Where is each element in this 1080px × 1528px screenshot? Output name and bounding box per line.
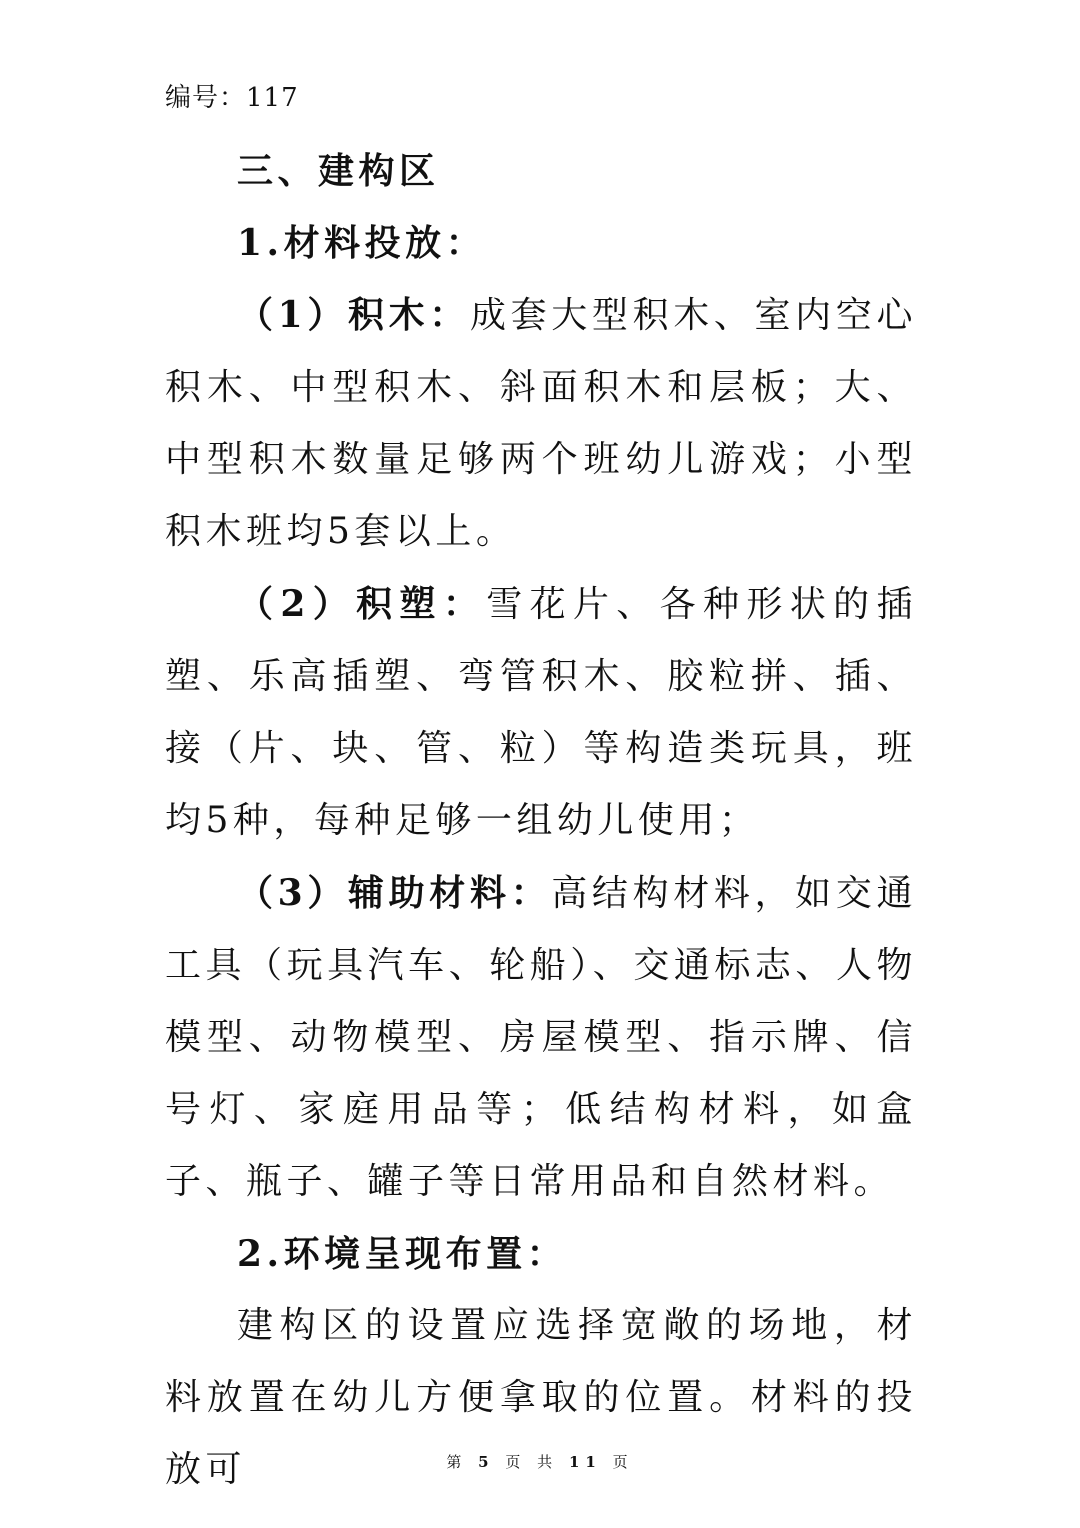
footer-middle: 页 共 [505,1453,559,1471]
paragraph-auxiliary-materials [165,857,917,1218]
document-body [165,135,917,1506]
subsection-title-materials: 1.材料投放： [237,222,487,264]
item-text-plastic-blocks: 雪花片、各种形状的插塑、乐高插塑、弯管积木、胶粒拼、插、接（片、块、管、粒）等构造类玩具，班均5种，每种足够一组幼儿使用； [165,584,917,841]
paragraph-blocks [165,279,917,568]
paragraph-plastic-blocks [165,568,917,857]
item-text-blocks: 成套大型积木、室内空心积木、中型积木、斜面积木和层板；大、中型积木数量足够两个班幼儿游戏；小型积木班均5套以上。 [165,295,917,552]
item-label-blocks: （1）积木： [237,294,470,336]
item-label-plastic-blocks: （2）积塑： [237,583,487,625]
item-text-auxiliary-materials: 高结构材料，如交通工具（玩具汽车、轮船）、交通标志、人物模型、动物模型、房屋模型、指示牌、信号灯、家庭用品等；低结构材料，如盒子、瓶子、罐子等日常用品和自然材料。 [165,873,917,1202]
section-title: 三、建构区 [237,150,440,192]
footer-total-pages: 11 [568,1453,602,1471]
subsection-title-environment: 2.环境呈现布置： [237,1233,568,1275]
item-label-auxiliary-materials: （3）辅助材料： [237,872,552,914]
document-number: 编号：117 [165,83,299,113]
page-footer [0,1450,1080,1474]
footer-suffix: 页 [612,1453,634,1471]
footer-page-number: 5 [478,1453,495,1471]
footer-prefix: 第 [446,1453,468,1471]
paragraph-environment: 建构区的设置应选择宽敞的场地，材料放置在幼儿方便拿取的位置。材料的投放可 [165,1305,917,1490]
